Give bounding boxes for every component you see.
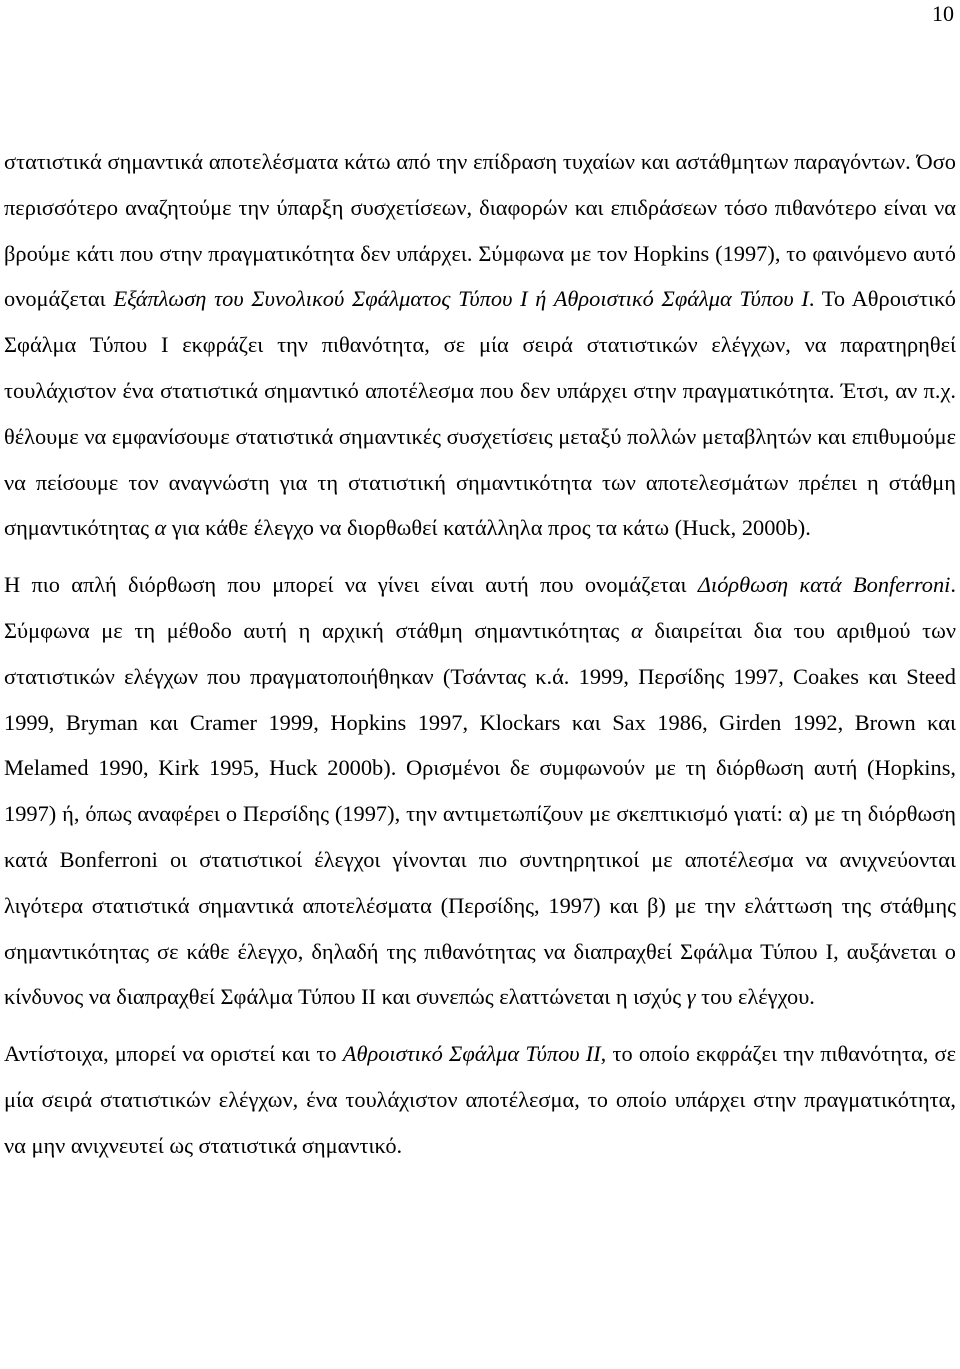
text-segment: , το οποίο εκφράζει την πιθανότητα, σε μία σειρά στατιστικών ελέγχων, ένα τουλάχιστον αποτέλεσμα, το οποίο υπάρχει στην πραγματικότητα, να μην ανιχνευτεί ως στατιστικά σημαντικό. — [4, 1041, 957, 1158]
page-number: 10 — [932, 1, 954, 26]
document-body — [4, 139, 956, 1169]
paragraph-cumulative-type-i-error — [4, 139, 956, 551]
paragraph-cumulative-type-ii-error — [4, 1031, 956, 1168]
text-segment: . Σύμφωνα με τη μέθοδο αυτή η αρχική στάθμη σημαντικότητας — [4, 572, 956, 643]
term-cumulative-type-i-error: Εξάπλωση του Συνολικού Σφάλματος Τύπου Ι ή Αθροιστικό Σφάλμα Τύπου Ι — [113, 286, 809, 312]
text-segment: για κάθε έλεγχο να διορθωθεί κατάλληλα προς τα κάτω (Huck, 2000b). — [166, 515, 811, 541]
symbol-alpha: α — [630, 617, 643, 643]
text-segment: Η πιο απλή διόρθωση που μπορεί να γίνει είναι αυτή που ονομάζεται — [4, 572, 698, 598]
text-segment: . Το Αθροιστικό Σφάλμα Τύπου Ι εκφράζει την πιθανότητα, σε μία σειρά στατιστικών ελέγχων, να παρατηρηθεί τουλάχιστον ένα στατιστικά σημαντικό αποτέλεσμα που δεν υπάρχει στην πραγματικότητα. Έτσι, αν π.χ. θέλουμε να εμφανίσουμε στατιστικά σημαντικές συσχετίσεις μεταξύ πολλών μεταβλητών και επιθυμούμε να πείσουμε τον αναγνώστη για τη στατιστική σημαντικότητα των αποτελεσμάτων πρέπει η στάθμη σημαντικότητας — [4, 286, 956, 541]
paragraph-bonferroni-correction — [4, 562, 956, 1020]
term-bonferroni-correction: Διόρθωση κατά Bonferroni — [697, 572, 951, 598]
text-segment: του ελέγχου. — [695, 984, 815, 1010]
symbol-gamma: γ — [686, 984, 696, 1010]
text-segment: διαιρείται δια του αριθμού των στατιστικών ελέγχων που πραγματοποιήθηκαν (Τσάντας κ.ά. 1999, Περσίδης 1997, Coakes και Steed 1999, Bryman και Cramer 1999, Hopkins 1997, Klockars και Sax 1986, Girden 1992, Brown και Melamed 1990, Kirk 1995, Huck 2000b). Ορισμένοι δε συμφωνούν με τη διόρθωση αυτή (Hopkins, 1997) ή, όπως αναφέρει ο Περσίδης (1997), την αντιμετωπίζουν με σκεπτικισμό γιατί: α) με τη διόρθωση κατά Bonferroni οι στατιστικοί έλεγχοι γίνονται πιο συντηρητικοί με αποτέλεσμα να ανιχνεύονται λιγότερα στατιστικά σημαντικά αποτελέσματα (Περσίδης, 1997) και β) με την ελάττωση της στάθμης σημαντικότητας σε κάθε έλεγχο, δηλαδή της πιθανότητας να διαπραχθεί Σφάλμα Τύπου Ι, αυξάνεται ο κίνδυνος να διαπραχθεί Σφάλμα Τύπου ΙΙ και συνεπώς ελαττώνεται η ισχύς — [4, 617, 957, 1010]
text-segment: στατιστικά σημαντικά αποτελέσματα κάτω από την επίδραση τυχαίων και αστάθμητων παραγόντων. Όσο περισσότερο αναζητούμε την ύπαρξη συσχετίσεων, διαφορών και επιδράσεων τόσο πιθανότερο είναι να βρούμε κάτι που στην πραγματικότητα δεν υπάρχει. Σύμφωνα με τον Hopkins (1997), το φαινόμενο αυτό ονομάζεται — [4, 149, 956, 312]
text-segment: Αντίστοιχα, μπορεί να οριστεί και το — [4, 1041, 343, 1067]
symbol-alpha: α — [154, 515, 167, 541]
term-cumulative-type-ii-error: Αθροιστικό Σφάλμα Τύπου ΙΙ — [342, 1041, 601, 1067]
